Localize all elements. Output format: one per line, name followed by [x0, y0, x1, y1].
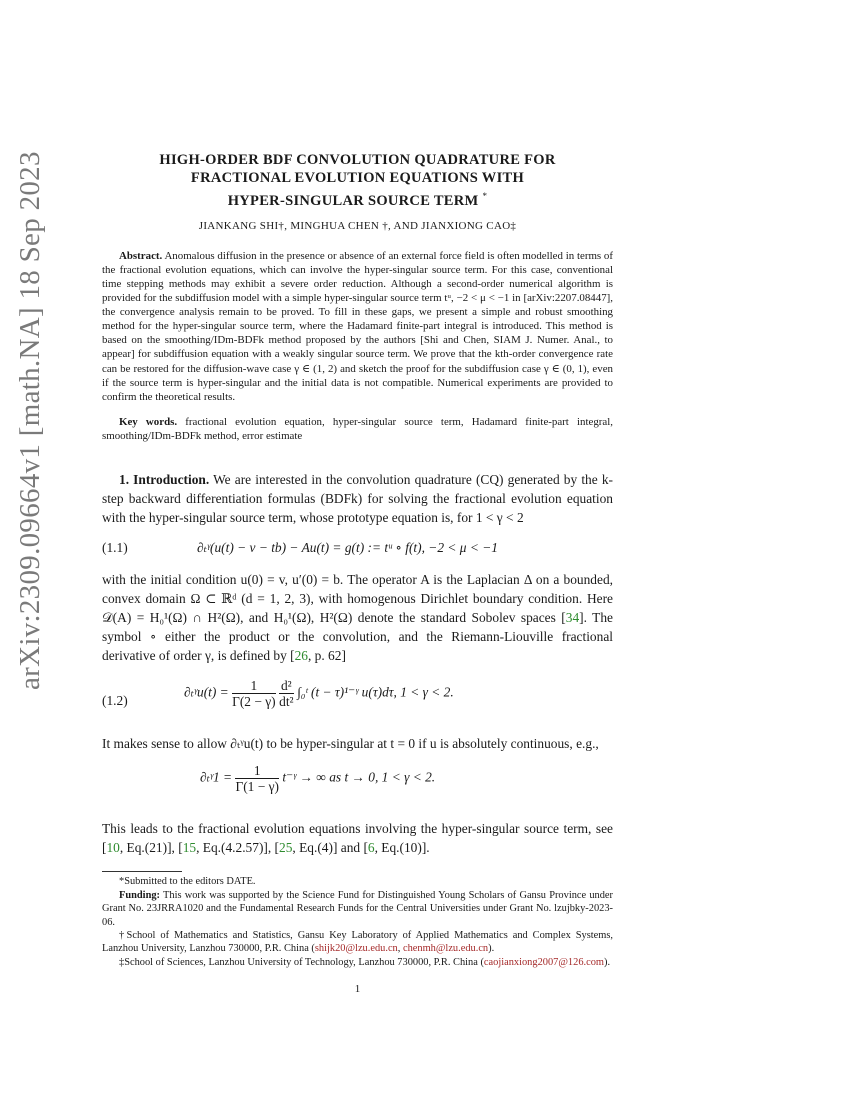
- section-heading: 1. Introduction.: [119, 472, 210, 488]
- footnote-funding: Funding: This work was supported by the Science Fund for Distinguished Young Scholars of Gansu Province under Grant No. 23JRRA1020 and the Fundamental Research Funds for the Central Universities under Grant No. lzujbky-2023-06.: [102, 889, 613, 928]
- citation-link[interactable]: 15: [182, 840, 197, 856]
- equation-body: ∂ₜᵞ(u(t) − v − tb) − Au(t) = g(t) := tᵘ ∘ f(t), −2 < μ < −1: [197, 539, 498, 555]
- keywords-label: Key words.: [119, 415, 178, 428]
- equation-1-2: [102, 676, 613, 728]
- footnote-affiliation-1: †School of Mathematics and Statistics, Gansu Key Laboratory of Applied Mathematics and Complex Systems, Lanzhou University, Lanzhou 730000, P.R. China (shijk20@lzu.edu.cn, chenmh@lzu.edu.cn).: [102, 929, 613, 955]
- keywords-text: fractional evolution equation, hyper-singular source term, Hadamard finite-part integral, smoothing/IDm-BDFk method, error estimate: [102, 415, 613, 442]
- title-line-3: HYPER-SINGULAR SOURCE TERM *: [227, 191, 488, 209]
- abstract-text: Anomalous diffusion in the presence or absence of an external force field is often modelled in terms of the fractional evolution equations, which can involve the hyper-singular source term. For this case, conventional time stepping methods may exhibit a severe order reduction. Although a second-order numerical algorithm is provided for the subdiffusion model with a simple hyper-singular source term tᵘ, −2 < μ < −1 in [arXiv:2207.08447], the convergence analysis remain to be proved. To fill in these gaps, we present a simple and robust smoothing method for the hyper-singular source term, where the Hadamard finite-part integral is introduced. This method is based on the smoothing/IDm-BDFk method proposed by the authors [Shi and Chen, SIAM J. Numer. Anal., to appear] for subdiffusion equation with a weakly singular source term. We prove that the kth-order convergence rate can be restored for the diffusion-wave case γ ∈ (1, 2) and sketch the proof for the subdiffusion case γ ∈ (0, 1), even if the source term is hyper-singular and the initial data is not compatible. Numerical experiments are provided to confirm the theoretical results.: [102, 249, 614, 403]
- introduction-paragraph-2: with the initial condition u(0) = v, u′(0) = b. The operator A is the Laplacian Δ on a bounded, convex domain Ω ⊂ ℝᵈ (d = 1, 2, 3), with homogenous Dirichlet boundary condition. Here 𝒟(A) = H₀¹(Ω) ∩ H²(Ω), and H₀¹(Ω), H²(Ω) denote the standard Sobolev spaces [34]. The symbol ∘ either the product or the convolution, and the Riemann-Liouville fractional derivative of order γ, is defined by [26, p. 62]: [102, 571, 613, 664]
- abstract-label: Abstract.: [119, 249, 163, 262]
- paper-title: [102, 151, 613, 210]
- equation-unnumbered: [102, 761, 613, 813]
- introduction-paragraph-3: It makes sense to allow ∂ₜᵞu(t) to be hyper-singular at t = 0 if u is absolutely continuous, e.g.,: [102, 735, 599, 751]
- citation-link[interactable]: 34: [565, 610, 580, 626]
- introduction-paragraph-1: 1. Introduction. We are interested in the convolution quadrature (CQ) generated by the k-step backward differentiation formulas (BDFk) for solving the fractional evolution equation with the hyper-singular source term, whose prototype equation is, for 1 < γ < 2: [102, 472, 613, 526]
- equation-1-1: [102, 534, 613, 564]
- email-link[interactable]: shijk20@lzu.edu.cn: [314, 943, 398, 955]
- keywords: [102, 415, 613, 443]
- page-number: 1: [354, 983, 361, 996]
- footnote-submitted: *Submitted to the editors DATE.: [119, 876, 256, 888]
- title-footnote-mark: *: [482, 191, 488, 201]
- author-list: JIANKANG SHI†, MINGHUA CHEN †, AND JIANXIONG CAO‡: [198, 219, 517, 232]
- equation-number: (1.1): [102, 539, 128, 555]
- email-link[interactable]: caojianxiong2007@126.com: [483, 956, 604, 968]
- introduction-paragraph-4: This leads to the fractional evolution equations involving the hyper-singular source term, see [10, Eq.(21)], [15, Eq.(4.2.57)], [25, Eq.(4)] and [6, Eq.(10)].: [102, 820, 613, 856]
- title-line-2: FRACTIONAL EVOLUTION EQUATIONS WITH: [190, 170, 525, 186]
- equation-number: (1.2): [102, 692, 128, 708]
- equation-body: ∂ₜᵞu(t) = $\frac{1}{\Gamma(2 - \gamma)}$ $\frac{\text{d²}}{\text{dt²}}$ ∫₀ᵗ (t − τ)¹⁻ᵞ u(τ)dτ, 1 < γ < 2.: [184, 677, 454, 709]
- paper-page: [102, 0, 613, 995]
- email-link[interactable]: chenmh@lzu.edu.cn: [402, 943, 489, 955]
- citation-link[interactable]: 26: [294, 648, 308, 664]
- abstract: [102, 249, 613, 404]
- equation-body: ∂ₜᵞ1 = $\frac{1}{\Gamma(1 - \gamma)}$ t⁻ᵞ → ∞ as t → 0, 1 < γ < 2.: [200, 762, 436, 794]
- citation-link[interactable]: 25: [279, 840, 293, 856]
- footnote-affiliation-2: ‡School of Sciences, Lanzhou University of Technology, Lanzhou 730000, P.R. China (caojianxiong2007@126.com).: [119, 956, 611, 968]
- citation-link[interactable]: 10: [106, 840, 120, 856]
- title-line-1: HIGH-ORDER BDF CONVOLUTION QUADRATURE FOR: [159, 152, 556, 168]
- arxiv-identifier-stamp: arXiv:2309.09664v1 [math.NA] 18 Sep 2023: [14, 151, 46, 690]
- footnote-divider: [102, 871, 182, 872]
- citation-link[interactable]: 6: [367, 840, 375, 856]
